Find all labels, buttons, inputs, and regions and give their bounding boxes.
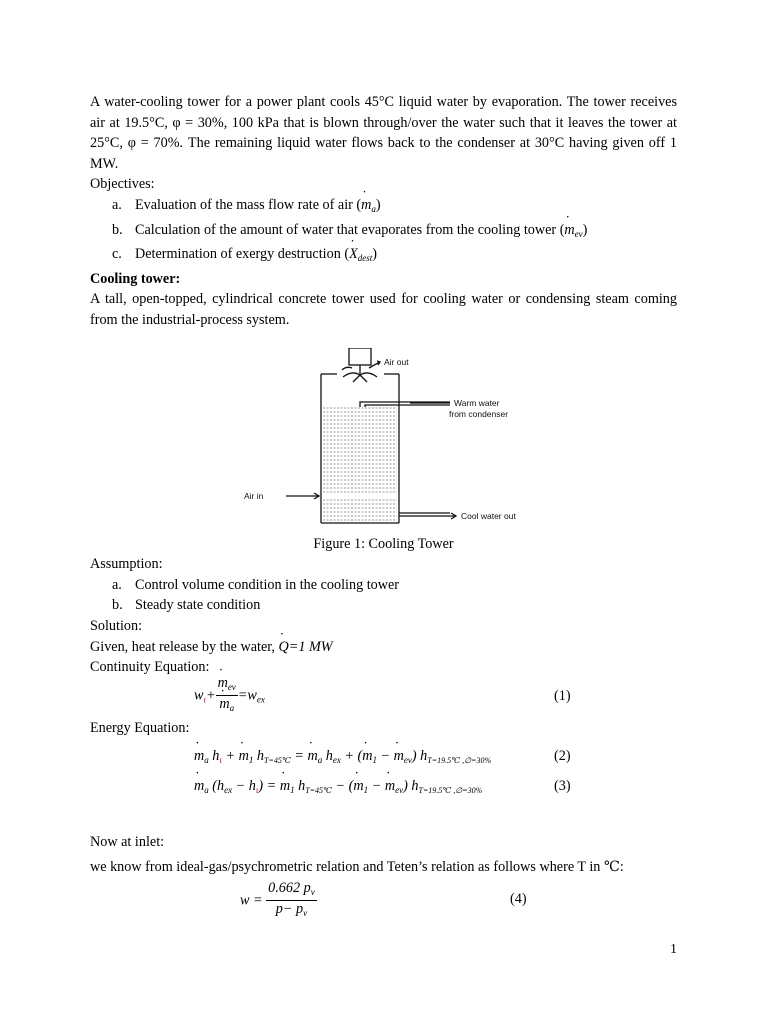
equation-4: w = $\frac{0.662 p_v}{p- p_v}$ (4) — [90, 879, 677, 923]
label-air-out: Air out — [384, 356, 409, 367]
objective-item: a. Evaluation of the mass flow rate of air (m $˙_a$) — [90, 195, 677, 220]
solution-heading: Solution: — [90, 617, 143, 634]
cooling-tower-diagram — [90, 348, 677, 530]
energy-heading: Energy Equation: — [90, 719, 190, 736]
equation-3: m $˙_a$ $(h_{ex} - h_\iota) = m$ $˙_1$ $h_{T=45℃} - (m$ $˙_1 - m$ $˙_{ev}$) $h_{T=19.5℃ ,\emptyset=30\%}$ (3) — [90, 776, 677, 832]
equation-2: m $˙_a$ $h_\iota + m$ $˙_1$ $h_{T=45℃} = m$ $˙_a$ $h_{ex} + (m$ $˙_1 - m$ $˙_{ev}$) $h_{T=19.5℃ ,\emptyset=30\%}$ (2) — [90, 746, 677, 776]
cooling-tower-description: A tall, open-topped, cylindrical concrete tower used for cooling water or condensing steam coming from the industrial-process system. — [90, 291, 677, 328]
document-body — [90, 92, 677, 923]
problem-statement: A water-cooling tower for a power plant cools 45°C liquid water by evaporation. The tower receives air at 19.5°C, φ = 30%, 100 kPa that is blown through/over the water such that it leaves the tower at 25°C, φ = 70%. The remaining liquid water flows back to the condenser at 30°C having given off 1 MW. — [90, 94, 677, 172]
equation-4-number: (4) — [510, 891, 527, 908]
objective-item: b. Calculation of the amount of water that evaporates from the cooling tower (m $˙_{ev}$) — [90, 220, 677, 245]
assumption-heading: Assumption: — [90, 556, 163, 573]
equation-3-number: (3) — [554, 778, 571, 795]
objectives-list — [90, 195, 677, 269]
cooling-tower-heading: Cooling tower: — [90, 270, 181, 287]
assumption-item: a. Control volume condition in the cooling tower — [112, 576, 400, 593]
figure-caption: Figure 1: Cooling Tower — [313, 535, 454, 552]
relation-statement: we know from ideal-gas/psychrometric relation and Teten’s relation as follows where T in ℃: — [90, 858, 624, 875]
cooling-tower-figure — [90, 348, 677, 530]
continuity-heading: Continuity Equation: — [90, 659, 210, 676]
label-air-in: Air in — [244, 490, 264, 501]
equation-1: $w_\iota+$ $\frac{m ˙_{ev}}{m ˙_a}$ $=w_{ex}$ (1) — [90, 678, 677, 718]
label-cool-water-out: Cool water out — [461, 510, 516, 521]
inlet-heading: Now at inlet: — [90, 834, 165, 851]
label-warm-water: Warm water — [454, 397, 500, 408]
objective-item: c. Determination of exergy destruction (X $˙_{dest}$) — [90, 244, 677, 269]
assumption-list — [90, 575, 677, 616]
equation-1-number: (1) — [554, 687, 571, 704]
given-statement: Given, heat release by the water, Q ˙=1 MW — [90, 637, 677, 658]
label-from-condenser: from condenser — [449, 408, 509, 419]
equation-2-number: (2) — [554, 748, 571, 765]
page-number: 1 — [670, 942, 677, 957]
assumption-item: b. Steady state condition — [112, 597, 261, 614]
objectives-heading: Objectives: — [90, 176, 155, 193]
